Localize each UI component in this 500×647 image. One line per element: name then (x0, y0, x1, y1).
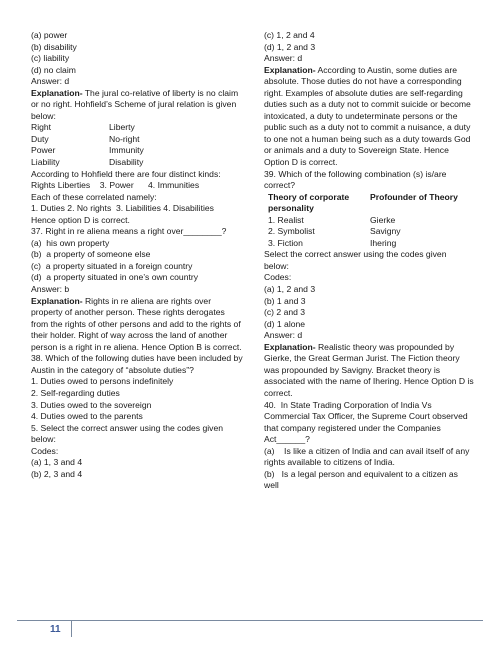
right-column (264, 30, 476, 492)
question-38: 38. Which of the following duties have been included by Austin in the category of “absolute duties”? (31, 353, 243, 375)
jural-correlative: Disability (109, 157, 144, 168)
list-item: 2. Self-regarding duties (31, 387, 120, 398)
explanation (31, 296, 243, 354)
jural-row (31, 157, 249, 169)
jural-term: Liability (31, 157, 60, 168)
theory-row (264, 215, 476, 227)
theory-table-header (264, 192, 476, 215)
profounder-header: Profounder of Theory (370, 191, 458, 202)
jural-term: Power (31, 145, 56, 156)
question-40: 40. In State Trading Corporation of India Vs Commercial Tax Officer, the Supreme Court observed that company registered under the Companies Act______? (264, 399, 471, 445)
theory-name: 3. Fiction (268, 237, 303, 248)
jural-correlative: Immunity (109, 145, 144, 156)
text-line: According to Hohfield there are four distinct kinds: (31, 168, 221, 179)
explanation-label: Explanation- (31, 87, 83, 98)
option-a: (a) power (31, 30, 68, 40)
text-line: Rights Liberties 3. Power 4. Immunities (31, 180, 200, 191)
question-39: 39. Which of the following combination (s) is/are correct? (264, 168, 447, 191)
theory-row (264, 238, 476, 250)
footer-rule (17, 620, 483, 621)
list-item: 4. Duties owed to the parents (31, 411, 143, 422)
theory-profounder: Gierke (370, 214, 396, 225)
jural-correlative: No-right (109, 133, 140, 144)
option-c: (c) 1, 2 and 4 (264, 30, 315, 40)
option-a: (a) 1, 2 and 3 (264, 284, 316, 295)
jural-row (31, 145, 249, 157)
option-b: (b) disability (31, 41, 77, 52)
option-c: (c) 2 and 3 (264, 307, 306, 318)
option-d: (d) 1 alone (264, 318, 306, 329)
explanation (264, 342, 474, 400)
jural-row (31, 122, 249, 134)
option-d: (d) 1, 2 and 3 (264, 41, 316, 52)
theory-name: 1. Realist (268, 214, 304, 225)
text-line: 1. Duties 2. No rights 3. Liabilities 4. Disabilities (31, 203, 214, 214)
jural-term: Right (31, 122, 52, 133)
explanation-label: Explanation- (264, 64, 316, 75)
answer: Answer: b (31, 284, 70, 295)
instruction: 5. Select the correct answer using the codes given below: (31, 422, 224, 445)
jural-correlative: Liberty (109, 122, 135, 133)
list-item: 1. Duties owed to persons indefinitely (31, 376, 174, 387)
explanation-label: Explanation- (264, 341, 316, 352)
explanation-text: Realistic theory was propounded by Gierke, the Great German Jurist. The Fiction theory was propounded by Savigny. Bracket theory is associated with the name of Ihering. Hence Option D is correct. (264, 341, 474, 398)
answer: Answer: d (264, 53, 303, 64)
theory-header: Theory of corporate personality (268, 191, 350, 214)
page-number: 11 (50, 624, 61, 635)
theory-name: 2. Symbolist (268, 226, 315, 237)
list-item: 3. Duties owed to the sovereign (31, 399, 152, 410)
codes-label: Codes: (31, 445, 59, 456)
option-c: (c) liability (31, 53, 70, 64)
option-b: (b) 2, 3 and 4 (31, 468, 83, 479)
explanation-text: The jural co-relative of liberty is no claim or no right. Hohfield’s Scheme of jural relation is given below: (31, 87, 239, 121)
instruction: Select the correct answer using the codes given below: (264, 249, 447, 271)
option-c: (c) a property situated in a foreign country (31, 260, 193, 271)
option-d: (d) no claim (31, 64, 76, 75)
option-a: (a) 1, 3 and 4 (31, 457, 83, 468)
option-d: (d) a property situated in one’s own country (31, 272, 199, 283)
explanation-text: Rights in re aliena are rights over property of another person. These rights derogates from the rights of other persons and add to the rights of their holder. Right of way across the land of another person is a right in re aliena. Hence Option B is correct. (31, 295, 242, 352)
option-b: (b) a property of someone else (31, 249, 151, 260)
explanation (264, 65, 474, 169)
answer: Answer: d (264, 330, 303, 341)
explanation (31, 88, 245, 123)
option-b: (b) Is a legal person and equivalent to a citizen as well (264, 468, 461, 491)
text-line: Each of these correlated namely: (31, 191, 157, 202)
footer-divider (71, 621, 72, 637)
left-column (31, 30, 249, 480)
jural-term: Duty (31, 133, 49, 144)
question-37: 37. Right in re aliena means a right over________? (31, 226, 227, 237)
option-a: (a) Is like a citizen of India and can avail itself of any rights available to citizens of India. (264, 445, 472, 468)
codes-label: Codes: (264, 272, 292, 283)
theory-profounder: Savigny (370, 226, 401, 237)
theory-profounder: Ihering (370, 237, 397, 248)
theory-row (264, 226, 476, 238)
explanation-label: Explanation- (31, 295, 83, 306)
explanation-text: According to Austin, some duties are absolute. Those duties do not have a corresponding right. Examples of absolute duties are self-regarding duties such as a duty not to commit suicide or become intoxicated, a duty to undeterminate persons or the public such as a duty not to commit a nuisance, a duty to one not a human being such as a duty towards God or animals and a duty to Sovereign State. Hence Option D is correct. (264, 64, 471, 168)
option-a: (a) his own property (31, 237, 110, 248)
text-line: Hence option D is correct. (31, 214, 130, 225)
answer: Answer: d (31, 76, 70, 87)
jural-row (31, 134, 249, 146)
option-b: (b) 1 and 3 (264, 295, 306, 306)
